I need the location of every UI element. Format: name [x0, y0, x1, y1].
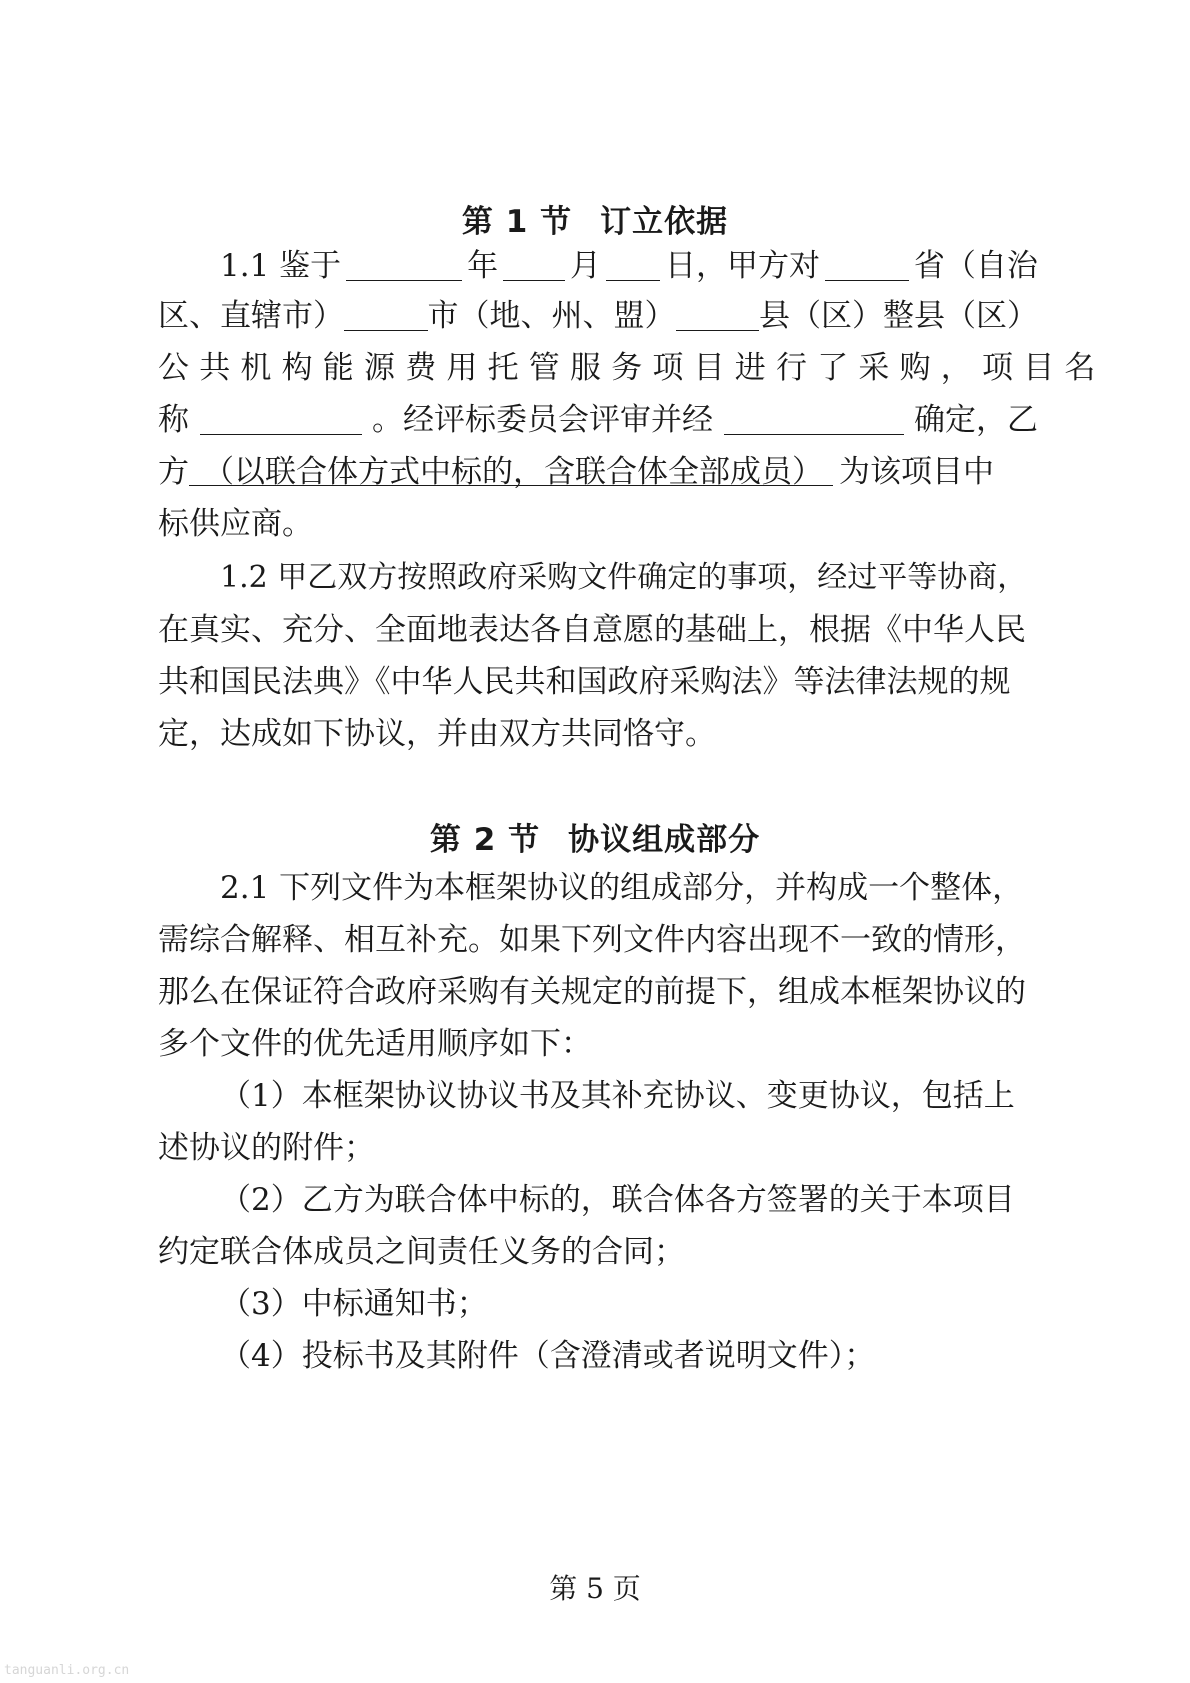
blank-supplier: （以联合体方式中标的，含联合体全部成员）	[189, 452, 833, 486]
clause-1-1-line-6: 标供应商。	[158, 506, 313, 542]
clause-1-2-line-4: 定，达成如下协议，并由双方共同恪守。	[158, 716, 716, 752]
clause-1-1-line-4: 称 。经评标委员会评审并经 确定，乙	[158, 402, 1038, 438]
list-item-2-line-1: （2）乙方为联合体中标的，联合体各方签署的关于本项目	[220, 1182, 1015, 1218]
blank-confirmer	[724, 400, 904, 435]
list-item-3: （3）中标通知书；	[220, 1286, 488, 1322]
list-item-1-line-2: 述协议的附件；	[158, 1130, 375, 1166]
clause-1-1-line-1: 1.1 鉴于 年 月 日，甲方对 省（自治	[220, 248, 1038, 284]
list-item-2-line-2: 约定联合体成员之间责任义务的合同；	[158, 1234, 685, 1270]
watermark: tanguanli.org.cn	[4, 1663, 130, 1678]
clause-1-2-line-2: 在真实、充分、全面地表达各自意愿的基础上，根据《中华人民	[158, 612, 1026, 648]
blank-province	[825, 246, 909, 281]
section-2-heading	[0, 814, 1190, 859]
blank-month	[503, 246, 565, 281]
blank-city	[344, 296, 428, 331]
section-1-number: 第 1 节	[461, 204, 573, 240]
blank-year	[346, 246, 462, 281]
section-2-title: 协议组成部分	[568, 822, 761, 858]
list-item-4: （4）投标书及其附件（含澄清或者说明文件）；	[220, 1338, 876, 1374]
blank-day	[606, 246, 660, 281]
clause-1-1-line-2: 区、直辖市） 市（地、州、盟） 县（区）整县（区）	[158, 298, 1038, 334]
clause-2-1-line-3: 那么在保证符合政府采购有关规定的前提下，组成本框架协议的	[158, 974, 1026, 1010]
clause-2-1-line-4: 多个文件的优先适用顺序如下：	[158, 1026, 592, 1062]
clause-1-1-line-3: 公共机构能源费用托管服务项目进行了采购，项目名	[158, 350, 1106, 386]
section-1-title: 订立依据	[600, 204, 729, 240]
clause-1-1-line-5: 方 （以联合体方式中标的，含联合体全部成员） 为该项目中	[158, 454, 994, 490]
section-1-heading	[0, 196, 1190, 241]
clause-1-2-line-1: 1.2 甲乙双方按照政府采购文件确定的事项，经过平等协商，	[220, 560, 1028, 595]
clause-2-1-line-1: 2.1 下列文件为本框架协议的组成部分，并构成一个整体，	[220, 870, 1024, 906]
page-number: 第 5 页	[549, 1572, 641, 1605]
list-item-1-line-1: （1）本框架协议协议书及其补充协议、变更协议，包括上	[220, 1078, 1015, 1114]
blank-project-name	[200, 400, 362, 435]
section-2-number: 第 2 节	[429, 822, 541, 858]
clause-2-1-line-2: 需综合解释、相互补充。如果下列文件内容出现不一致的情形，	[158, 922, 1026, 958]
blank-county	[676, 296, 760, 331]
clause-1-2-line-3: 共和国民法典》《中华人民共和国政府采购法》等法律法规的规	[158, 664, 1011, 700]
